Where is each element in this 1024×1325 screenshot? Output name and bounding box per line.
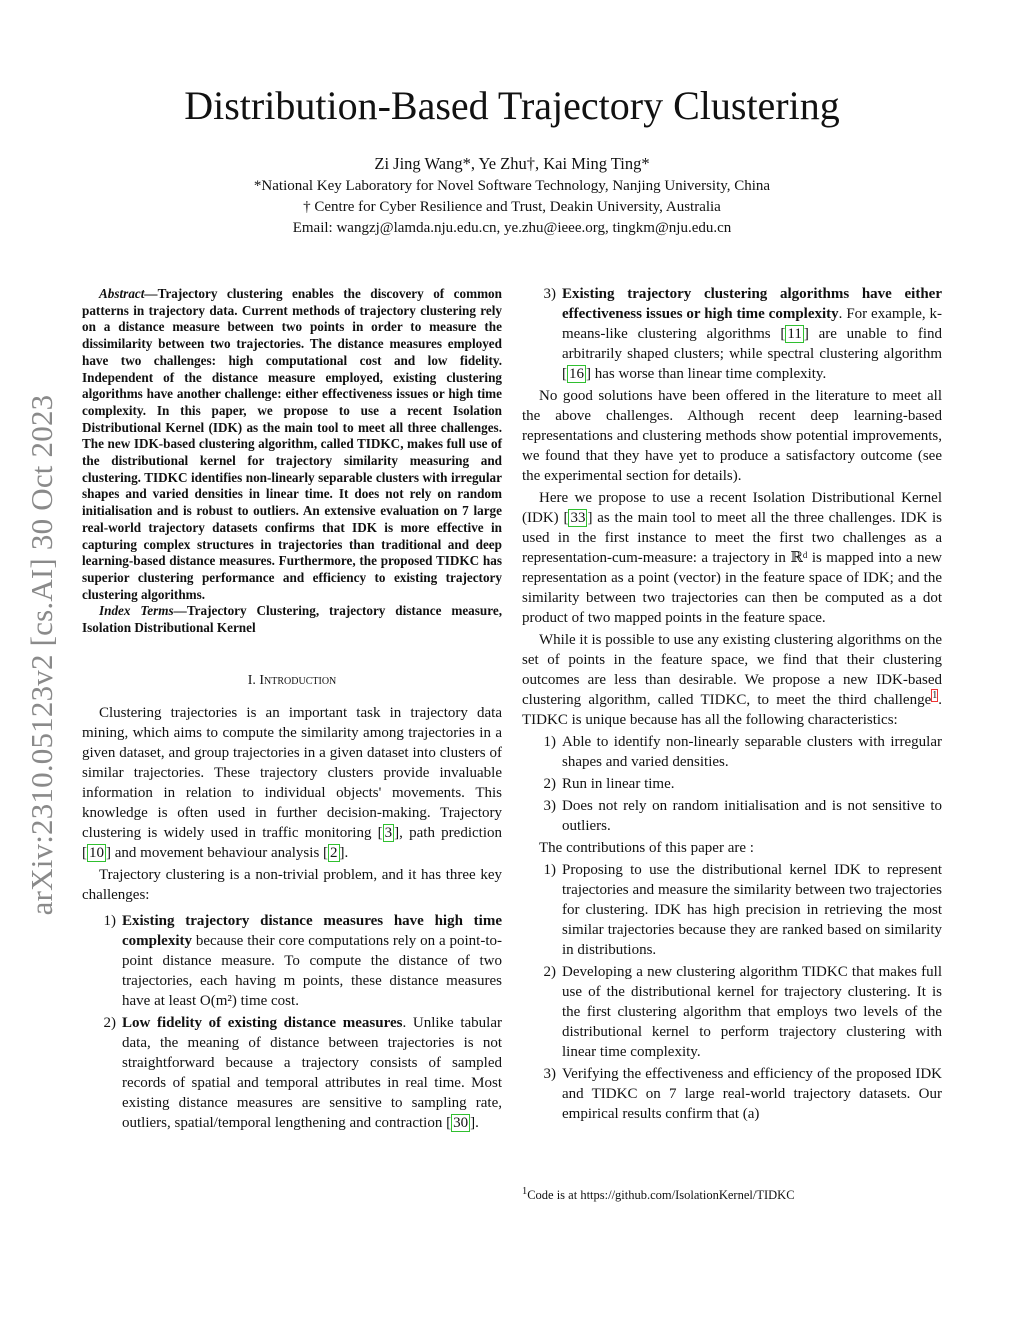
section-heading-introduction: [82, 671, 502, 691]
contribution-item: [522, 1064, 942, 1124]
list-number: 3): [543, 798, 556, 814]
index-terms-text: Trajectory Clustering, trajectory distance measure, Isolation Distributional Kernel: [82, 603, 502, 636]
characteristic-item: [522, 796, 942, 836]
contributions-intro: The contributions of this paper are :: [539, 840, 754, 856]
characteristic-item: [522, 774, 942, 794]
abstract-text: Trajectory clustering enables the discovery of common patterns in trajectory data. Current methods of trajectory clustering rely on a distance measure between two points in order to measure the dissimilarity between two trajectories. The distance measures employed have two challenges: high computational cost and low fidelity. Independent of the distance measure employed, existing clustering algorithms have another challenge: either effectiveness issues or high time complexity. In this paper, we propose to use a recent Isolation Distributional Kernel (IDK) as the main tool to meet all three challenges. The new IDK-based clustering algorithm, called TIDKC, makes full use of the distributional kernel for trajectory similarity measuring and clustering. TIDKC identifies non-linearly separable clusters with irregular shapes and varied densities in linear time. It does not rely on random initialisation and is robust to outliers. An extensive evaluation on 7 large real-world trajectory datasets confirms that IDK is more effective in capturing complex structures in trajectories than traditional and deep learning-based distance measures. Furthermore, the proposed TIDKC has superior clustering performance and efficiency to existing trajectory clustering algorithms.: [82, 286, 502, 602]
list-number: 2): [103, 1014, 116, 1031]
index-terms-label: Index Terms—: [99, 603, 187, 619]
characteristic-text: Able to identify non-linearly separable clusters with irregular shapes and varied densities.: [562, 734, 942, 770]
footnote-text: Code is at https://github.com/IsolationKernel/TIDKC: [527, 1188, 795, 1203]
left-column: [82, 286, 502, 1133]
paper-title: Distribution-Based Trajectory Clustering: [184, 83, 840, 128]
paragraph-text: Here we propose to use a recent Isolation Distributional Kernel (IDK): [522, 490, 942, 526]
challenge-text: because their core computations rely on a point-to-point distance measure. To compute the distance of two trajectories, each having m points, these distance measures have at least O(m²) time cost.: [122, 932, 502, 1009]
challenge-text: . Unlike tabular data, the meaning of distance between trajectories is not straightforward because a trajectory consists of sampled records of spatial and temporal attributes in real time. Most existing distance measures are sensitive to sampling rate, outliers, spatial/temporal lengthening and contraction: [122, 1014, 502, 1131]
characteristic-text: Does not rely on random initialisation and is not sensitive to outliers.: [562, 798, 942, 834]
section-number: I.: [247, 672, 256, 688]
affiliation-deakin: † Centre for Cyber Resilience and Trust, Deakin University, Australia: [303, 199, 721, 215]
author-list: Zi Jing Wang*, Ye Zhu†, Kai Ming Ting*: [374, 154, 650, 173]
contribution-item: [522, 860, 942, 960]
citation-link[interactable]: 16: [569, 366, 584, 382]
footnote: [522, 1186, 795, 1203]
section-title: Introduction: [259, 672, 337, 688]
challenge-title: Existing trajectory distance measures have high time complexity: [122, 912, 502, 949]
right-paragraph-1: No good solutions have been offered in the literature to meet all the above challenges. Although recent deep learning-based representations and clustering methods show potential improvements, we found that they have yet to produce a satisfactory outcome (see the experimental section for details).: [522, 388, 942, 484]
list-number: 1): [103, 912, 116, 929]
challenge-item: 2) Low fidelity of existing distance measures. Unlike tabular data, the meaning of distance between trajectories is not straightforward because a trajectory consists of sampled records of spatial and temporal attributes in real time. Most existing distance measures are sensitive to sampling rate, outliers, spatial/temporal lengthening and contraction [ 30 ].: [82, 1013, 502, 1133]
characteristic-item: [522, 732, 942, 772]
intro-paragraph-1: Clustering trajectories is an important task in trajectory data mining, which aims to compute the similarity among trajectories in a given dataset, and group trajectories in a given dataset into clusters of similar trajectories. These trajectory clusters provide invaluable information in relation to individual objects' movements. This knowledge is often used in further decision-making. Trajectory clustering is widely used in traffic monitoring [ 3 ], path prediction [ 10 ] and movement behaviour analysis [ 2 ].: [82, 704, 502, 861]
citation-link[interactable]: 33: [570, 510, 586, 526]
footnote-link[interactable]: 1: [932, 690, 938, 701]
list-number: 3): [543, 286, 556, 302]
footnote-mark: 1: [522, 1186, 528, 1197]
paragraph-text: While it is possible to use any existing clustering algorithms on the set of points in the feature space, we find that their clustering outcomes are less than desirable. We propose a new IDK-based clustering algorithm, called TIDKC, to meet the third challenge: [522, 632, 942, 708]
right-paragraph-2: Here we propose to use a recent Isolation Distributional Kernel (IDK) [ 33 ] as the main tool to meet all the three challenges. IDK is used in the first instance to meet the first two challenges as a representation-cum-measure: a trajectory in ℝᵈ is mapped into a new representation as a point (vector) in the feature space of IDK; and the similarity between two trajectories can then be computed as a dot product of two mapped points in the feature space.: [522, 490, 942, 626]
challenge-title: Low fidelity of existing distance measures: [122, 1014, 403, 1031]
challenge-text: . For example, k-means-like clustering algorithms: [562, 306, 943, 342]
contribution-text: Verifying the effectiveness and efficiency of the proposed IDK and TIDKC on 7 large real-world trajectory datasets. Our empirical results confirm that (a): [562, 1066, 942, 1122]
challenge-text: has worse than linear time complexity.: [591, 366, 827, 382]
list-number: 1): [543, 734, 556, 750]
right-paragraph-3: [522, 630, 942, 730]
list-number: 1): [543, 862, 556, 878]
intro-paragraph-2: Trajectory clustering is a non-trivial problem, and it has three key challenges:: [82, 866, 502, 903]
contribution-text: Developing a new clustering algorithm TIDKC that makes full use of the distributional kernel for trajectory clustering. It is the first clustering algorithm that employs two levels of the distributional kernel to perform trajectory clustering with linear time complexity.: [562, 964, 942, 1060]
right-column: [522, 284, 942, 1124]
challenge-title: Existing trajectory clustering algorithms have either effectiveness issues or high time complexity: [562, 286, 942, 322]
citation-link[interactable]: 2: [330, 844, 338, 861]
affiliation-nanjing: *National Key Laboratory for Novel Software Technology, Nanjing University, China: [253, 178, 771, 194]
intro-text: and movement behaviour analysis: [111, 844, 324, 861]
citation-link[interactable]: 11: [787, 326, 802, 342]
list-number: 3): [543, 1066, 556, 1082]
contribution-text: Proposing to use the distributional kernel IDK to represent trajectories and measure the similarity between two trajectories for clustering. IDK has high precision in retrieving the most similar trajectories because they are ranked based on similarity in distributions.: [562, 862, 942, 958]
list-number: 2): [543, 776, 556, 792]
paragraph-text: . TIDKC is unique because has all the following characteristics:: [522, 692, 942, 728]
intro-text: .: [344, 844, 349, 861]
author-emails: Email: wangzj@lamda.nju.edu.cn, ye.zhu@ieee.org, tingkm@nju.edu.cn: [292, 220, 732, 236]
citation-link[interactable]: 10: [89, 844, 104, 861]
paragraph-text: as the main tool to meet all the three challenges. IDK is used in the first instance to meet the first two challenges as a representation-cum-measure: a trajectory in ℝᵈ is mapped into a new representation as a point (vector) in the feature space of IDK; and the similarity between two trajectories can then be computed as a dot product of two mapped points in the feature space.: [522, 510, 942, 626]
arxiv-identifier: [22, 360, 62, 950]
citation-link[interactable]: 3: [384, 824, 393, 841]
intro-text: Clustering trajectories is an important task in trajectory data mining, which aims to compute the similarity among trajectories in a given dataset, and group trajectories in a given dataset into clusters of similar trajectories. These trajectory clusters provide invaluable information in relation to individual objects' movements. This knowledge is often used in further decision-making. Trajectory clustering is widely used in traffic monitoring: [82, 704, 502, 841]
arxiv-id-text: arXiv:2310.05123v2 [cs.AI] 30 Oct 2023: [24, 394, 59, 916]
citation-link[interactable]: 30: [453, 1114, 469, 1131]
intro-text: , path prediction: [399, 824, 502, 841]
list-number: 2): [543, 964, 556, 980]
index-terms: [82, 603, 502, 636]
challenge-item: 3) Existing trajectory clustering algorithms have either effectiveness issues or high time complexity. For example, k-means-like clustering algorithms [ 11 ] are unable to find arbitrarily shaped clusters; while spectral clustering algorithm [ 16 ] has worse than linear time complexity.: [522, 284, 942, 384]
abstract-label: Abstract—: [99, 286, 158, 301]
challenge-text: are unable to find arbitrarily shaped clusters; while spectral clustering algorithm: [562, 326, 942, 362]
abstract: [82, 286, 502, 603]
challenge-item: [82, 911, 502, 1011]
contribution-item: [522, 962, 942, 1062]
characteristic-text: Run in linear time.: [562, 776, 675, 792]
